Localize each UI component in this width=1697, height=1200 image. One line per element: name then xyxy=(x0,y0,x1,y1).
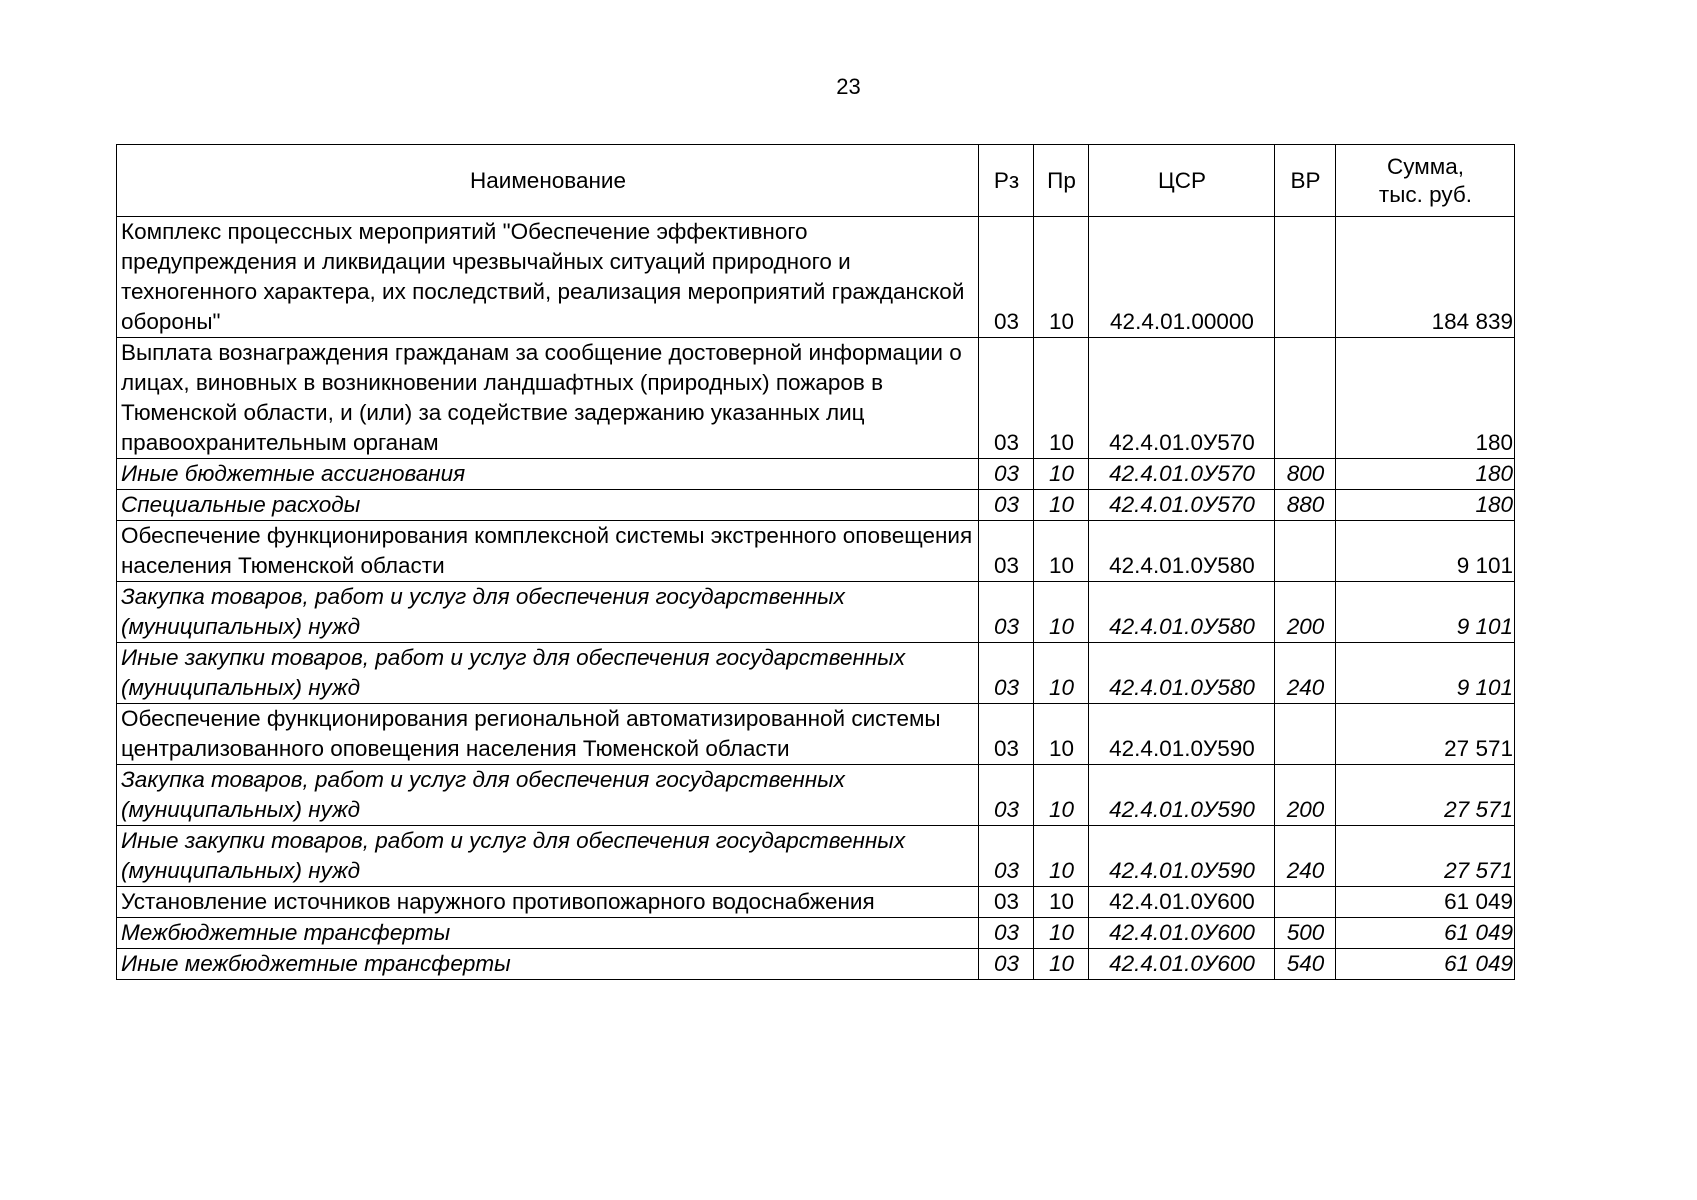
cell-sum: 27 571 xyxy=(1336,826,1515,887)
table-row xyxy=(117,459,1515,490)
header-rz: Рз xyxy=(979,145,1034,217)
cell-sum: 27 571 xyxy=(1336,704,1515,765)
cell-csr: 42.4.01.0У600 xyxy=(1089,949,1275,980)
cell-pr: 10 xyxy=(1034,490,1089,521)
cell-rz: 03 xyxy=(979,338,1034,459)
cell-csr: 42.4.01.0У580 xyxy=(1089,582,1275,643)
header-sum-line1: Сумма, xyxy=(1387,153,1464,179)
cell-vr: 800 xyxy=(1275,459,1336,490)
cell-csr: 42.4.01.0У590 xyxy=(1089,826,1275,887)
cell-name: Межбюджетные трансферты xyxy=(117,918,979,949)
cell-csr: 42.4.01.0У580 xyxy=(1089,521,1275,582)
cell-csr: 42.4.01.00000 xyxy=(1089,217,1275,338)
cell-pr: 10 xyxy=(1034,765,1089,826)
cell-sum: 9 101 xyxy=(1336,582,1515,643)
cell-pr: 10 xyxy=(1034,582,1089,643)
cell-name: Обеспечение функционирования региональной автоматизированной системы централизованного оповещения населения Тюменской области xyxy=(117,704,979,765)
cell-sum: 9 101 xyxy=(1336,643,1515,704)
cell-name: Специальные расходы xyxy=(117,490,979,521)
table-body xyxy=(117,217,1515,980)
cell-vr: 200 xyxy=(1275,765,1336,826)
cell-rz: 03 xyxy=(979,704,1034,765)
cell-pr: 10 xyxy=(1034,338,1089,459)
cell-csr: 42.4.01.0У570 xyxy=(1089,338,1275,459)
cell-csr: 42.4.01.0У590 xyxy=(1089,704,1275,765)
cell-csr: 42.4.01.0У590 xyxy=(1089,765,1275,826)
cell-csr: 42.4.01.0У580 xyxy=(1089,643,1275,704)
cell-sum: 180 xyxy=(1336,490,1515,521)
cell-pr: 10 xyxy=(1034,949,1089,980)
cell-vr: 240 xyxy=(1275,643,1336,704)
cell-pr: 10 xyxy=(1034,643,1089,704)
table-row xyxy=(117,765,1515,826)
cell-name: Установление источников наружного противопожарного водоснабжения xyxy=(117,887,979,918)
table-row xyxy=(117,521,1515,582)
table-row xyxy=(117,582,1515,643)
table-row xyxy=(117,338,1515,459)
cell-vr: 500 xyxy=(1275,918,1336,949)
cell-vr xyxy=(1275,521,1336,582)
cell-sum: 9 101 xyxy=(1336,521,1515,582)
cell-name: Комплекс процессных мероприятий "Обеспечение эффективного предупреждения и ликвидации чрезвычайных ситуаций природного и техногенного характера, их последствий, реализация мероприятий гражданской обороны" xyxy=(117,217,979,338)
header-name: Наименование xyxy=(117,145,979,217)
table-row xyxy=(117,217,1515,338)
header-pr: Пр xyxy=(1034,145,1089,217)
cell-vr: 540 xyxy=(1275,949,1336,980)
cell-sum: 61 049 xyxy=(1336,949,1515,980)
cell-csr: 42.4.01.0У570 xyxy=(1089,459,1275,490)
header-vr: ВР xyxy=(1275,145,1336,217)
cell-vr xyxy=(1275,704,1336,765)
cell-pr: 10 xyxy=(1034,918,1089,949)
cell-name: Закупка товаров, работ и услуг для обеспечения государственных (муниципальных) нужд xyxy=(117,765,979,826)
cell-sum: 180 xyxy=(1336,338,1515,459)
table-row xyxy=(117,918,1515,949)
header-sum xyxy=(1336,145,1515,217)
cell-vr: 240 xyxy=(1275,826,1336,887)
cell-sum: 61 049 xyxy=(1336,887,1515,918)
table-row xyxy=(117,704,1515,765)
cell-csr: 42.4.01.0У600 xyxy=(1089,918,1275,949)
cell-rz: 03 xyxy=(979,643,1034,704)
cell-vr xyxy=(1275,217,1336,338)
table-header-row xyxy=(117,145,1515,217)
cell-pr: 10 xyxy=(1034,887,1089,918)
cell-rz: 03 xyxy=(979,765,1034,826)
table-row xyxy=(117,490,1515,521)
cell-rz: 03 xyxy=(979,490,1034,521)
cell-sum: 61 049 xyxy=(1336,918,1515,949)
cell-name: Закупка товаров, работ и услуг для обеспечения государственных (муниципальных) нужд xyxy=(117,582,979,643)
cell-csr: 42.4.01.0У600 xyxy=(1089,887,1275,918)
cell-name: Иные межбюджетные трансферты xyxy=(117,949,979,980)
cell-rz: 03 xyxy=(979,826,1034,887)
table-row xyxy=(117,826,1515,887)
cell-sum: 180 xyxy=(1336,459,1515,490)
page-number: 23 xyxy=(836,74,861,99)
cell-vr: 200 xyxy=(1275,582,1336,643)
cell-pr: 10 xyxy=(1034,521,1089,582)
cell-rz: 03 xyxy=(979,521,1034,582)
cell-pr: 10 xyxy=(1034,217,1089,338)
cell-name: Выплата вознаграждения гражданам за сообщение достоверной информации о лицах, виновных в возникновении ландшафтных (природных) пожаров в Тюменской области, и (или) за содействие задержанию указанных лиц правоохранительным органам xyxy=(117,338,979,459)
budget-table xyxy=(116,144,1515,980)
header-sum-line2: тыс. руб. xyxy=(1378,181,1473,207)
cell-vr: 880 xyxy=(1275,490,1336,521)
table-row xyxy=(117,949,1515,980)
cell-rz: 03 xyxy=(979,217,1034,338)
cell-pr: 10 xyxy=(1034,826,1089,887)
cell-rz: 03 xyxy=(979,918,1034,949)
cell-sum: 184 839 xyxy=(1336,217,1515,338)
cell-vr xyxy=(1275,887,1336,918)
cell-pr: 10 xyxy=(1034,459,1089,490)
cell-rz: 03 xyxy=(979,949,1034,980)
header-csr: ЦСР xyxy=(1089,145,1275,217)
cell-csr: 42.4.01.0У570 xyxy=(1089,490,1275,521)
cell-name: Обеспечение функционирования комплексной системы экстренного оповещения населения Тюменской области xyxy=(117,521,979,582)
cell-name: Иные закупки товаров, работ и услуг для обеспечения государственных (муниципальных) нужд xyxy=(117,826,979,887)
table-row xyxy=(117,643,1515,704)
cell-name: Иные закупки товаров, работ и услуг для обеспечения государственных (муниципальных) нужд xyxy=(117,643,979,704)
cell-vr xyxy=(1275,338,1336,459)
cell-rz: 03 xyxy=(979,887,1034,918)
cell-rz: 03 xyxy=(979,582,1034,643)
cell-name: Иные бюджетные ассигнования xyxy=(117,459,979,490)
cell-sum: 27 571 xyxy=(1336,765,1515,826)
table-row xyxy=(117,887,1515,918)
cell-pr: 10 xyxy=(1034,704,1089,765)
cell-rz: 03 xyxy=(979,459,1034,490)
